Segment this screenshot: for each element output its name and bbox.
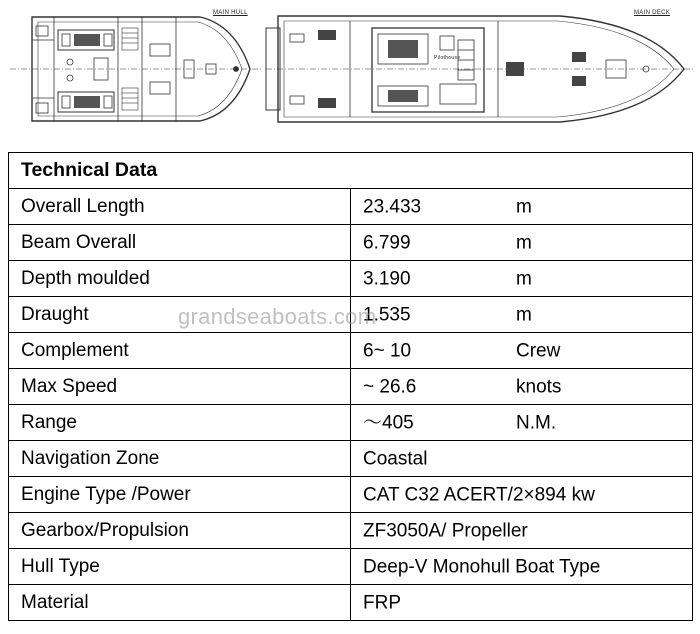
general-arrangement-drawings (0, 0, 700, 140)
spec-label: Depth moulded (9, 261, 351, 297)
spec-value-cell (351, 441, 693, 477)
spec-value-cell (351, 477, 693, 513)
spec-label: Overall Length (9, 189, 351, 225)
table-row (9, 297, 693, 333)
hull-plan-drawings (0, 0, 700, 140)
table-row (9, 549, 693, 585)
spec-value: 6.799 (363, 232, 411, 253)
spec-value-cell (351, 261, 693, 297)
spec-value: ZF3050A/ Propeller (363, 520, 528, 541)
spec-label: Hull Type (9, 549, 351, 585)
spec-value-cell (351, 333, 693, 369)
spec-label: Draught (9, 297, 351, 333)
spec-unit: N.M. (516, 412, 557, 433)
table-row (9, 477, 693, 513)
spec-value-cell (351, 297, 693, 333)
spec-label: Range (9, 405, 351, 441)
spec-unit: m (516, 268, 532, 289)
spec-value: Coastal (363, 448, 428, 469)
table-title: Technical Data (9, 153, 693, 189)
spec-value-cell (351, 225, 693, 261)
main-deck-plan (266, 16, 694, 122)
spec-label: Max Speed (9, 369, 351, 405)
spec-value: 1.535 (363, 304, 411, 325)
table-title-row (9, 153, 693, 189)
spec-value: ~ 26.6 (363, 376, 417, 397)
table-row (9, 369, 693, 405)
spec-unit: m (516, 196, 532, 217)
spec-value: FRP (363, 592, 401, 613)
spec-value-cell (351, 513, 693, 549)
spec-unit: m (516, 232, 532, 253)
table-row (9, 513, 693, 549)
spec-unit: Crew (516, 340, 561, 361)
technical-data-table (8, 152, 693, 621)
spec-value-cell (351, 189, 693, 225)
spec-value-cell (351, 585, 693, 621)
table-row (9, 405, 693, 441)
main-hull-label: MAIN HULL (213, 10, 248, 16)
spec-value-cell (351, 549, 693, 585)
spec-value: 3.190 (363, 268, 411, 289)
table-row (9, 333, 693, 369)
table-row (9, 261, 693, 297)
watermark-text: grandseaboats.com (178, 304, 377, 329)
spec-label: Beam Overall (9, 225, 351, 261)
spec-label: Material (9, 585, 351, 621)
spec-unit: knots (516, 376, 562, 397)
spec-value-cell (351, 405, 693, 441)
spec-value-cell (351, 369, 693, 405)
table-row (9, 585, 693, 621)
main-hull-plan (10, 17, 262, 121)
spec-unit: m (516, 304, 532, 325)
spec-label: Navigation Zone (9, 441, 351, 477)
spec-value: CAT C32 ACERT/2×894 kw (363, 484, 595, 505)
main-deck-label: MAIN DECK (634, 10, 671, 16)
table-row (9, 189, 693, 225)
spec-value: ～405 (363, 412, 414, 433)
spec-value: 23.433 (363, 196, 422, 217)
pilothouse-label: Pilothouse (434, 55, 461, 61)
spec-value: Deep-V Monohull Boat Type (363, 556, 601, 577)
spec-label: Complement (9, 333, 351, 369)
table-row (9, 441, 693, 477)
spec-label: Gearbox/Propulsion (9, 513, 351, 549)
spec-label: Engine Type /Power (9, 477, 351, 513)
table-row (9, 225, 693, 261)
spec-value: 6~ 10 (363, 340, 412, 361)
